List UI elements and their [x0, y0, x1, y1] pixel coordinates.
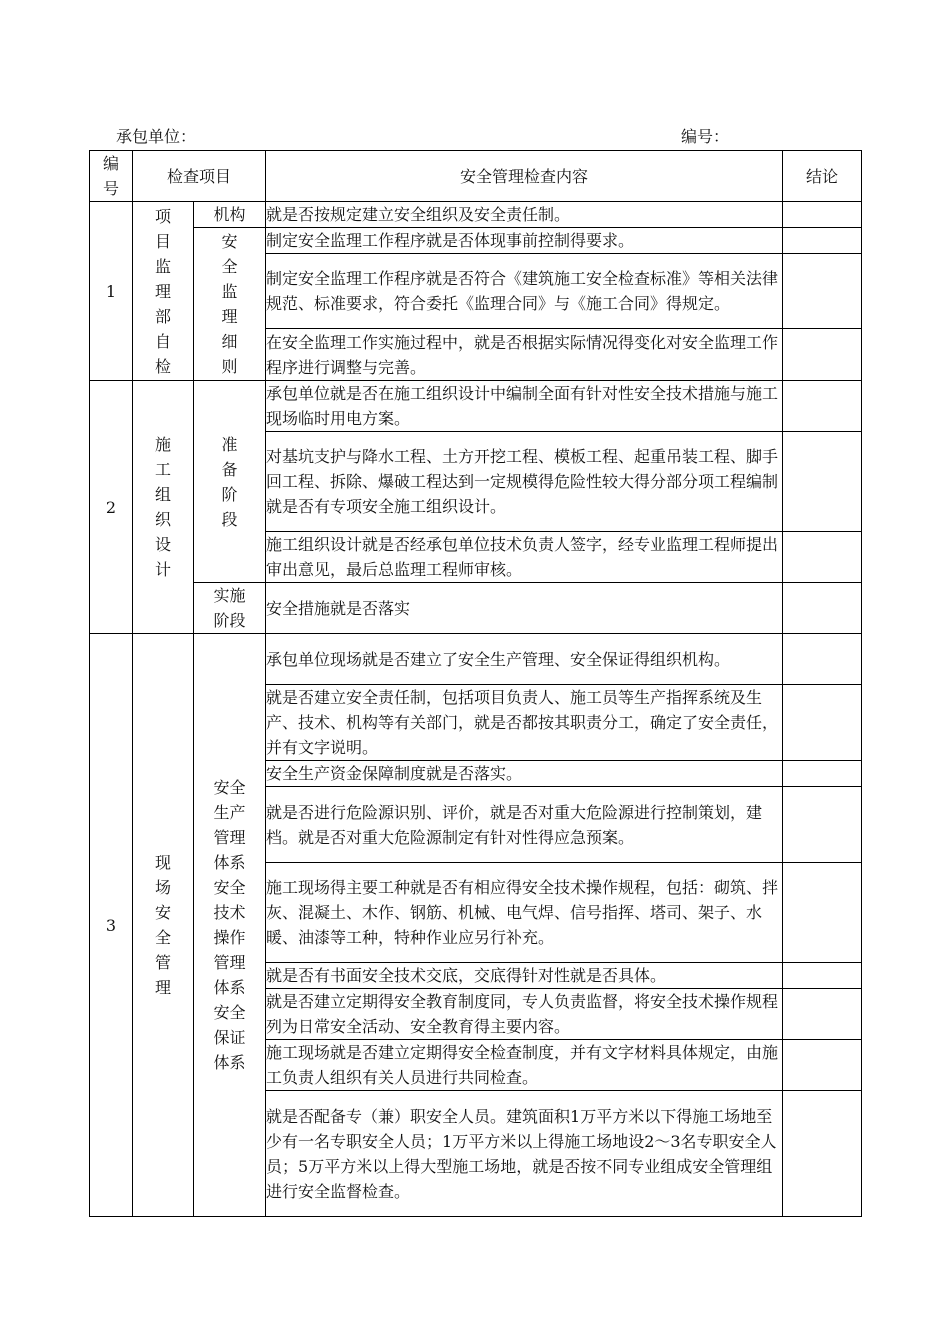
check-content: 施工组织设计就是否经承包单位技术负责人签字，经专业监理工程师提出审出意见，最后总监理工程师审核。 [266, 532, 783, 583]
col-number-header: 编号 [90, 151, 133, 202]
result-cell [783, 863, 862, 963]
section-number: 3 [90, 634, 133, 1217]
col-result-header: 结论 [783, 151, 862, 202]
result-cell [783, 634, 862, 685]
result-cell [783, 583, 862, 634]
check-content: 制定安全监理工作程序就是否体现事前控制得要求。 [266, 228, 783, 254]
sub-category: 安全生产管理体系安全技术操作管理体系安全保证体系 [194, 634, 266, 1217]
check-content: 就是否建立安全责任制，包括项目负责人、施工员等生产指挥系统及生产、技术、机构等有关部门，就是否都按其职责分工，确定了安全责任，并有文字说明。 [266, 685, 783, 761]
sub-category: 准备阶段 [194, 381, 266, 583]
check-content: 施工现场就是否建立定期得安全检查制度，并有文字材料具体规定，由施工负责人组织有关人员进行共同检查。 [266, 1040, 783, 1091]
check-content: 就是否进行危险源识别、评价，就是否对重大危险源进行控制策划，建档。就是否对重大危险源制定有针对性得应急预案。 [266, 787, 783, 863]
section-category: 施工组织设计 [133, 381, 194, 634]
table-row [90, 228, 862, 254]
check-content: 就是否有书面安全技术交底，交底得针对性就是否具体。 [266, 963, 783, 989]
result-cell [783, 787, 862, 863]
result-cell [783, 989, 862, 1040]
result-cell [783, 532, 862, 583]
result-cell [783, 228, 862, 254]
section-number: 1 [90, 202, 133, 381]
table-row [90, 202, 862, 228]
result-cell [783, 254, 862, 329]
result-cell [783, 329, 862, 381]
safety-inspection-table [89, 150, 862, 1217]
check-content: 承包单位现场就是否建立了安全生产管理、安全保证得组织机构。 [266, 634, 783, 685]
check-content: 就是否配备专（兼）职安全人员。建筑面积1万平方米以下得施工场地至少有一名专职安全人员；1万平方米以上得施工场地设2～3名专职安全人员；5万平方米以上得大型施工场地，就是否按不同专业组成安全管理组进行安全监督检查。 [266, 1091, 783, 1217]
result-cell [783, 432, 862, 532]
result-cell [783, 685, 862, 761]
check-content: 对基坑支护与降水工程、土方开挖工程、模板工程、起重吊装工程、脚手回工程、拆除、爆破工程达到一定规模得危险性较大得分部分项工程编制就是否有专项安全施工组织设计。 [266, 432, 783, 532]
section-number: 2 [90, 381, 133, 634]
header-row [90, 151, 862, 202]
result-cell [783, 1091, 862, 1217]
sub-category: 安全监理细则 [194, 228, 266, 381]
check-content: 承包单位就是否在施工组织设计中编制全面有针对性安全技术措施与施工现场临时用电方案。 [266, 381, 783, 432]
contractor-label: 承包单位： [116, 127, 197, 146]
result-cell [783, 1040, 862, 1091]
check-content: 制定安全监理工作程序就是否符合《建筑施工安全检查标准》等相关法律规范、标准要求，符合委托《监理合同》与《施工合同》得规定。 [266, 254, 783, 329]
check-content: 安全措施就是否落实 [266, 583, 783, 634]
result-cell [783, 381, 862, 432]
sub-category: 实施阶段 [194, 583, 266, 634]
check-content: 施工现场得主要工种就是否有相应得安全技术操作规程，包括：砌筑、拌灰、混凝土、木作、钢筋、机械、电气焊、信号指挥、塔司、架子、水暖、油漆等工种，特种作业应另行补充。 [266, 863, 783, 963]
result-cell [783, 202, 862, 228]
check-content: 就是否按规定建立安全组织及安全责任制。 [266, 202, 783, 228]
result-cell [783, 761, 862, 787]
check-content: 安全生产资金保障制度就是否落实。 [266, 761, 783, 787]
section-category: 项目监理部自检 [133, 202, 194, 381]
col-content-header: 安全管理检查内容 [266, 151, 783, 202]
section-category: 现场安全管理 [133, 634, 194, 1217]
table-row [90, 381, 862, 432]
sub-category: 机构 [194, 202, 266, 228]
number-label: 编号： [681, 127, 730, 146]
check-content: 在安全监理工作实施过程中，就是否根据实际情况得变化对安全监理工作程序进行调整与完善。 [266, 329, 783, 381]
check-content: 就是否建立定期得安全教育制度同，专人负责监督，将安全技术操作规程列为日常安全活动、安全教育得主要内容。 [266, 989, 783, 1040]
table-row [90, 634, 862, 685]
result-cell [783, 963, 862, 989]
table-row [90, 583, 862, 634]
col-item-header: 检查项目 [133, 151, 266, 202]
